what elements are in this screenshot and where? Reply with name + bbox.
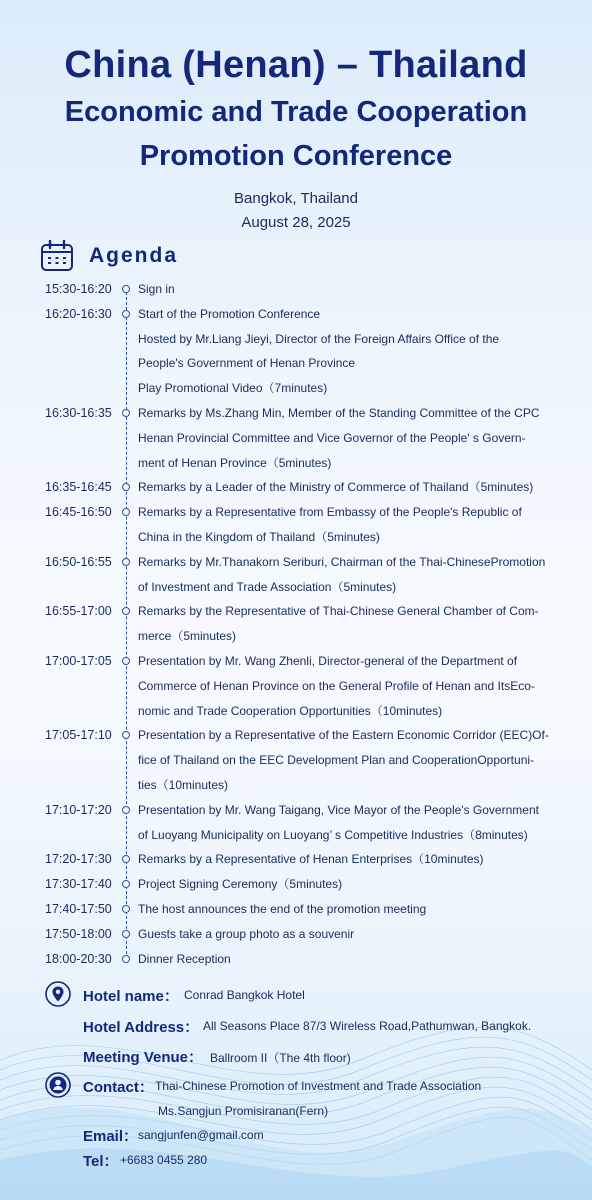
agenda-item-time: 16:30-16:35 bbox=[45, 406, 112, 420]
agenda-item-description bbox=[138, 728, 549, 802]
agenda-item-line: Guests take a group photo as a souvenir bbox=[138, 926, 355, 941]
title-line-1: China (Henan) – Thailand bbox=[64, 44, 528, 86]
agenda-item-description bbox=[138, 604, 538, 654]
agenda-item-description bbox=[138, 927, 538, 952]
agenda-item-description bbox=[138, 406, 538, 480]
timeline-dot bbox=[122, 731, 130, 739]
timeline-dot bbox=[122, 558, 130, 566]
agenda-item-line: Remarks by the Representative of Thai-Chinese General Chamber of Com- bbox=[138, 604, 539, 619]
location-pin-icon bbox=[45, 981, 71, 1007]
calendar-icon bbox=[40, 240, 74, 272]
agenda-item-line: Sign in bbox=[138, 282, 175, 296]
agenda-item-line: fice of Thailand on the EEC Development Plan and CooperationOpportuni- bbox=[138, 753, 535, 768]
agenda-item-time: 16:50-16:55 bbox=[45, 554, 112, 569]
agenda-item-time: 17:20-17:30 bbox=[45, 852, 112, 867]
event-location: Bangkok, Thailand bbox=[234, 190, 358, 207]
agenda-item-line: ties（10minutes) bbox=[138, 777, 229, 792]
agenda-item-description bbox=[138, 852, 538, 877]
agenda-item-line: Hosted by Mr.Liang Jieyi, Director of the Foreign Affairs Office of the bbox=[138, 331, 500, 346]
agenda-item-line: Presentation by Mr. Wang Taigang, Vice Mayor of the People's Government bbox=[138, 802, 539, 817]
hotel-name: Conrad Bangkok Hotel bbox=[184, 988, 305, 1002]
agenda-item-line: merce（5minutes) bbox=[138, 629, 237, 644]
agenda-item-time: 16:20-16:30 bbox=[45, 306, 112, 321]
agenda-item-line: Play Promotional Video（7minutes) bbox=[138, 381, 328, 396]
tel-label: Tel： bbox=[83, 1153, 119, 1170]
agenda-item-line: Presentation by Mr. Wang Zhenli, Director-general of the Department of bbox=[138, 654, 518, 668]
timeline-dot bbox=[122, 905, 130, 913]
agenda-item-line: Remarks by Mr.Thanakorn Seriburi, Chairman of the Thai-ChinesePromotion bbox=[138, 554, 546, 569]
contact-organization: Thai-Chinese Promotion of Investment and Trade Association bbox=[155, 1079, 482, 1093]
agenda-item-time: 17:40-17:50 bbox=[45, 902, 112, 916]
agenda-item-line: Project Signing Ceremony（5minutes) bbox=[138, 877, 343, 892]
title-line-3: Promotion Conference bbox=[139, 140, 453, 172]
agenda-item-description bbox=[138, 803, 538, 853]
agenda-item-description bbox=[138, 554, 546, 605]
timeline-dot bbox=[122, 880, 130, 888]
timeline-dot bbox=[122, 806, 130, 814]
agenda-item-line: nomic and Trade Cooperation Opportunities（10minutes) bbox=[138, 703, 443, 718]
agenda-item-time: 17:10-17:20 bbox=[45, 802, 112, 817]
timeline-dot bbox=[122, 657, 130, 665]
agenda-item-line: Presentation by a Representative of the Eastern Economic Corridor (EEC)Of- bbox=[138, 728, 549, 743]
agenda-item-line: China in the Kingdom of Thailand（5minutes) bbox=[138, 529, 380, 544]
agenda-item-line: Commerce of Henan Province on the General Profile of Henan and ItsEco- bbox=[138, 678, 535, 693]
agenda-title: Agenda bbox=[89, 244, 179, 267]
tel-number[interactable]: +6683 0455 280 bbox=[120, 1153, 208, 1167]
agenda-item-time: 17:05-17:10 bbox=[45, 728, 112, 743]
agenda-item-line: Henan Provincial Committee and Vice Governor of the People' s Govern- bbox=[138, 430, 526, 445]
agenda-item-line: The host announces the end of the promotion meeting bbox=[138, 902, 427, 916]
timeline-dot bbox=[122, 508, 130, 516]
agenda-item-line: ment of Henan Province（5minutes) bbox=[138, 455, 332, 470]
agenda-item-line: of Luoyang Municipality on Luoyang’ s Competitive Industries（8minutes) bbox=[138, 827, 528, 842]
agenda-item-description bbox=[138, 952, 538, 977]
agenda-item-time: 16:45-16:50 bbox=[45, 505, 112, 520]
agenda-item-description bbox=[138, 307, 538, 406]
agenda-item-time: 18:00-20:30 bbox=[45, 951, 112, 966]
agenda-item-line: Dinner Reception bbox=[138, 951, 231, 966]
event-date: August 28, 2025 bbox=[241, 214, 351, 231]
agenda-item-line: Remarks by Ms.Zhang Min, Member of the Standing Committee of the CPC bbox=[138, 406, 540, 420]
contact-person: Ms.Sangjun Promisiranan(Fern) bbox=[158, 1104, 329, 1118]
timeline-dot bbox=[122, 955, 130, 963]
agenda-item-time: 15:30-16:20 bbox=[45, 282, 112, 296]
title-line-2: Economic and Trade Cooperation bbox=[64, 96, 528, 128]
agenda-item-time: 17:30-17:40 bbox=[45, 877, 112, 892]
hotel-name-label: Hotel name： bbox=[83, 988, 179, 1005]
agenda-item-line: Remarks by a Representative from Embassy of the People's Republic of bbox=[138, 505, 522, 520]
agenda-item-time: 16:35-16:45 bbox=[45, 480, 112, 495]
agenda-item-description bbox=[138, 480, 538, 505]
agenda-header bbox=[40, 240, 178, 272]
contact-label: Contact： bbox=[83, 1079, 154, 1096]
agenda-item-line: Remarks by a Leader of the Ministry of Commerce of Thailand（5minutes) bbox=[138, 480, 534, 495]
agenda-item-line: Start of the Promotion Conference bbox=[138, 306, 321, 321]
agenda-item-line: People's Government of Henan Province bbox=[138, 356, 356, 371]
timeline-dot bbox=[122, 409, 130, 417]
agenda-item-description bbox=[138, 902, 538, 927]
agenda-item-line: Remarks by a Representative of Henan Enterprises（10minutes) bbox=[138, 852, 484, 867]
agenda-item-time: 16:55-17:00 bbox=[45, 604, 112, 619]
timeline-dot bbox=[122, 855, 130, 863]
agenda-item-description bbox=[138, 282, 538, 307]
venue-label: Meeting Venue： bbox=[83, 1049, 204, 1066]
agenda-item-description bbox=[138, 654, 538, 728]
contact-person-icon bbox=[45, 1072, 71, 1098]
email-address[interactable]: sangjunfen@gmail.com bbox=[138, 1128, 264, 1142]
agenda-item-line: of Investment and Trade Association（5minutes) bbox=[138, 579, 397, 594]
hotel-address-label: Hotel Address： bbox=[83, 1019, 200, 1036]
email-label: Email： bbox=[83, 1128, 139, 1145]
agenda-item-description bbox=[138, 877, 538, 902]
timeline-dot bbox=[122, 607, 130, 615]
timeline-dot bbox=[122, 930, 130, 938]
timeline-dot bbox=[122, 310, 130, 318]
timeline-dot bbox=[122, 285, 130, 293]
agenda-item-time: 17:00-17:05 bbox=[45, 654, 112, 668]
venue: Ballroom II（The 4th floor) bbox=[210, 1051, 351, 1065]
agenda-item-time: 17:50-18:00 bbox=[45, 926, 112, 941]
agenda-item-description bbox=[138, 505, 538, 555]
hotel-address: All Seasons Place 87/3 Wireless Road,Pathumwan, Bangkok. bbox=[203, 1019, 532, 1033]
timeline-dot bbox=[122, 483, 130, 491]
